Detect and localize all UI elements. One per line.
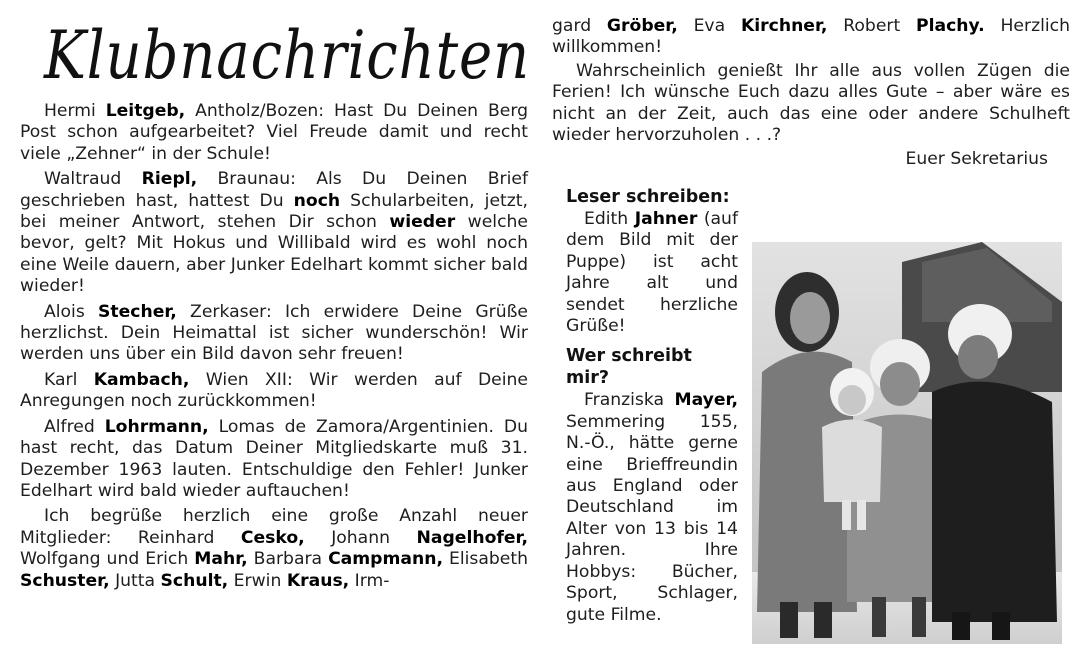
holiday-closing: Wahrscheinlich genießt Ihr alle aus vollen Zügen die Ferien! Ich wünsche Euch dazu alles Gute – aber wäre es nicht an der Zeit, auch das eine oder andere Schulheft wieder hervorzuholen . . .? [552, 60, 1070, 146]
readers-column [566, 186, 738, 630]
penpal-note-mayer: Franziska Mayer, Semmering 155, N.-Ö., hätte gerne eine Brieffreundin aus England oder Deutschland im Alter von 13 bis 14 Jahren. Ihre Hobbys: Bücher, Sport, Schlager, gute Filme. [566, 390, 738, 625]
masthead-title: Klubnachrichten [43, 17, 530, 94]
masthead-logo [40, 6, 540, 96]
penpal-heading: Wer schreibt mir? [566, 346, 692, 389]
signature: Euer Sekretarius [905, 149, 1048, 170]
readers-note-jahner: Edith Jahner (auf dem Bild mit der Puppe) ist acht Jahre alt und sendet herzliche Grüße! [566, 209, 738, 337]
new-members-continuation: gard Gröber, Eva Kirchner, Robert Plachy. Herzlich willkommen! [552, 16, 1070, 58]
letter-lohrmann: Alfred Lohrmann, Lomas de Zamora/Argentinien. Du hast recht, das Datum Deiner Mitgliedskarte muß 31. Dezember 1963 lauten. Entschuldige den Fehler! Junker Edelhart wird bald wieder auftauchen! [20, 416, 529, 501]
children-photo [752, 242, 1062, 644]
letter-leitgeb: Hermi Leitgeb, Antholz/Bozen: Hast Du Deinen Berg Post schon aufgearbeitet? Viel Freude damit und recht viele „Zehner“ in der Schule! [20, 101, 528, 164]
letter-stecher: Alois Stecher, Zerkaser: Ich erwidere Deine Grüße herzlichst. Dein Heimattal ist sicher wunderschön! Wir werden uns über ein Bild davon sehr freuen! [20, 301, 528, 365]
new-members-welcome: Ich begrüße herzlich eine große Anzahl neuer Mitglieder: Reinhard Cesko, Johann Nagelhofer, Wolfgang und Erich Mahr, Barbara Campmann, Elisabeth Schuster, Jutta Schult, Erwin Kraus, Irm- [20, 506, 528, 591]
right-top-column [552, 16, 1070, 170]
readers-heading: Leser schreiben: [566, 187, 730, 207]
letter-kambach: Karl Kambach, Wien XII: Wir werden auf Deine Anregungen noch zurückkommen! [20, 369, 529, 412]
left-column [20, 101, 528, 596]
letter-riepl: Waltraud Riepl, Braunau: Als Du Deinen Brief geschrieben hast, hattest Du noch Schularbeiten, jetzt, bei meiner Antwort, stehen Dir schon wieder welche bevor, gelt? Mit Hokus und Willibald wird es wohl noch eine Weile dauern, aber Junker Edelhart kommt sicher bald wieder! [20, 169, 528, 297]
